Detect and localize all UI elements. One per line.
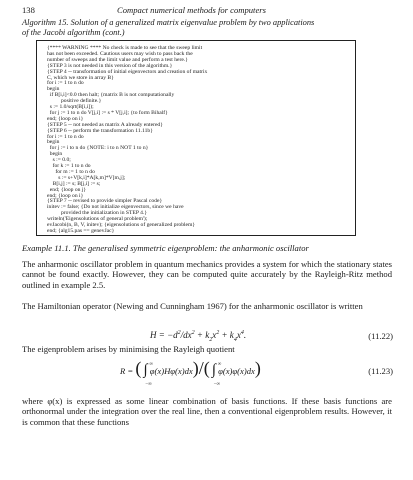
code-line: end; {loop on j}: [47, 186, 87, 193]
code-line: if B[i,i]<0.0 then halt; {matrix B is not computationally: [47, 92, 175, 99]
upper-limit: ∞: [217, 362, 222, 367]
eq-part: x: [212, 330, 217, 340]
code-line: number of sweeps and the limit value and perform a test here.}: [47, 56, 188, 63]
code-line: end; {alg15.pas == genevJac}: [47, 227, 115, 234]
code-line: for j := 1 to n do V[j,i] := s * V[j,i]; {to form Bihalf}: [47, 109, 168, 116]
code-line: writeln('Eigensolutions of general problem');: [47, 216, 148, 223]
code-line: provided the initialization in STEP 4.}: [47, 210, 148, 217]
lower-limit: −∞: [145, 382, 152, 387]
example-title: Example 11.1. The generalised symmetric eigenproblem: the anharmonic oscillator: [22, 243, 309, 253]
eq-part: .: [243, 330, 247, 340]
code-listing-box: [36, 40, 356, 236]
paragraph-3: The eigenproblem arises by minimising the Rayleigh quotient: [22, 344, 235, 354]
paragraph-2: The Hamiltonian operator (Newing and Cunningham 1967) for the anharmonic oscillator is written: [22, 301, 363, 311]
code-line: for k := 1 to n do: [47, 163, 91, 169]
algorithm-caption: [22, 18, 397, 38]
code-line: {STEP 3 is not needed in this version of the algorithm.}: [47, 62, 173, 69]
code-line: {**** WARNING **** No check is made to see that the sweep limit: [47, 45, 203, 51]
code-line: for j := i to n do {NOTE: i to n NOT 1 to n}: [47, 145, 149, 152]
code-line: begin: [47, 151, 63, 158]
running-title: Compact numerical methods for computers: [117, 5, 266, 15]
code-line: {STEP 7 -- revised to provide simpler Pascal code}: [47, 198, 163, 205]
integrand-1: φ(x)Hφ(x)dx: [149, 366, 193, 376]
eq-lhs: R =: [120, 366, 134, 376]
code-line: evJacobi(n, B, V, initev); {eigensolutions of generalized problem}: [47, 222, 196, 228]
eq-part: x: [236, 330, 241, 340]
code-line: initev := false; {Do not initialize eigenvectors, since we have: [47, 204, 184, 211]
code-line: begin: [47, 139, 60, 146]
page-header: [0, 5, 413, 17]
eq-part: /dx: [180, 330, 192, 340]
code-line: has not been exceeded. Cautious users may wish to pass back the: [47, 50, 193, 57]
eq-lhs: H = −d: [150, 330, 178, 340]
code-line: begin: [47, 86, 60, 93]
code-line: B[i,j] := s; B[j,i] := s;: [47, 180, 101, 187]
code-line: {STEP 6 -- perform the transformation 11.11b}: [47, 127, 153, 134]
code-line: s := 1.0/sqrt(B[i,i]);: [47, 104, 94, 110]
lower-limit: −∞: [213, 382, 221, 387]
code-line: for i := 1 to n do: [47, 133, 84, 140]
code-line: for i := 1 to n do: [47, 80, 84, 87]
caption-line-1: Algorithm 15. Solution of a generalized matrix eigenvalue problem by two applications: [22, 18, 315, 27]
code-line: end; {loop on i}: [47, 192, 84, 199]
code-line: positive definite.}: [47, 98, 102, 105]
page-number: 138: [22, 5, 35, 15]
code-line: C, which we store in array B}: [47, 74, 114, 81]
code-line: s := s+V[k,i]*A[k,m]*V[m,j];: [47, 174, 126, 181]
code-line: {STEP 5 -- not needed as matrix A already entered}: [47, 121, 163, 128]
code-line: {STEP 4 -- transformation of initial eigenvectors and creation of matrix: [47, 68, 208, 75]
equation-number-11-23: (11.23): [368, 366, 393, 376]
integrand-2: φ(x)φ(x)dx: [218, 366, 255, 376]
code-line: s := 0.0;: [47, 157, 71, 164]
code-line: for m := 1 to n do: [47, 168, 95, 175]
upper-limit: ∞: [149, 362, 153, 367]
equation-11-22: $H = -d^2/dx^2 + k_2x^2 + k_4x^4$.: [150, 330, 247, 343]
equation-number-11-22: (11.22): [368, 331, 393, 341]
paragraph-1: The anharmonic oscillator problem in quantum mechanics provides a system for which the stationary states cannot be found exactly. However, they can be computed quite accurately by the Rayleigh-Ritz method outlined in example 2.5.: [22, 259, 392, 290]
paragraph-4: where φ(x) is expressed as some linear combination of basis functions. If these basis functions are orthonormal under the integration over the real line, then a conventional eigenproblem results. However, it is common that these functions: [22, 396, 392, 427]
eq-part: + k: [219, 330, 234, 340]
eq-part: + k: [194, 330, 210, 340]
equation-11-23: R = ( ∫ ∞ −∞ φ(x)Hφ(x)dx)/( ∫ ∞ −∞ φ(x)φ(x)dx): [120, 358, 261, 387]
code-line: end; {loop on i}: [47, 115, 84, 122]
caption-line-2: of the Jacobi algorithm (cont.): [22, 28, 125, 38]
